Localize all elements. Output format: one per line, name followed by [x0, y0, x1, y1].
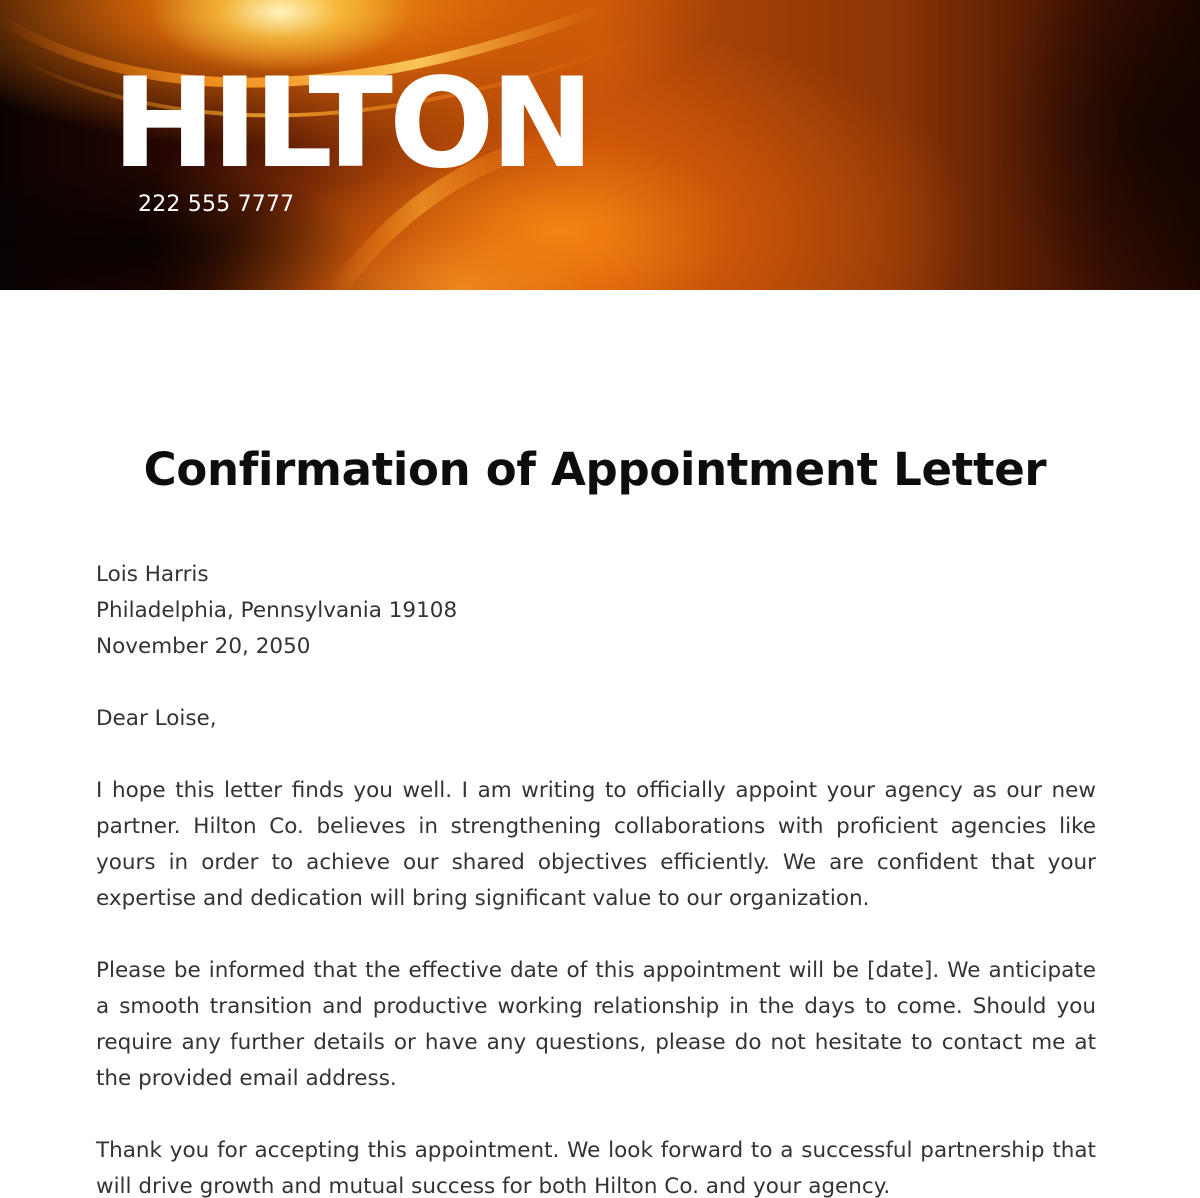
salutation: Dear Loise, [96, 706, 217, 731]
recipient-block [96, 557, 1096, 665]
paragraph-effective-date: Please be informed that the effective date of this appointment will be [date]. We anticipate a smooth transition and productive working relationship in the days to come. Should you require any further details or have any questions, please do not hesitate to contact me at the provided email address. [96, 958, 1096, 1091]
recipient-name: Lois Harris [96, 562, 209, 587]
company-phone: 222 555 7777 [138, 192, 295, 217]
letter-title: Confirmation of Appointment Letter [143, 443, 1047, 496]
header-banner [0, 0, 1200, 290]
paragraph-intro: I hope this letter finds you well. I am writing to officially appoint your agency as our new partner. Hilton Co. believes in strengthening collaborations with proficient agencies like yours in order to achieve our shared objectives efficiently. We are confident that your expertise and dedication will bring significant value to our organization. [96, 778, 1096, 911]
recipient-address: Philadelphia, Pennsylvania 19108 [96, 598, 458, 623]
letter-body [96, 557, 1096, 1198]
letter-date: November 20, 2050 [96, 634, 311, 659]
paragraph-closing: Thank you for accepting this appointment. We look forward to a successful partnership that will drive growth and mutual success for both Hilton Co. and your agency. [96, 1138, 1096, 1198]
company-logo-text: HILTON [112, 52, 591, 196]
